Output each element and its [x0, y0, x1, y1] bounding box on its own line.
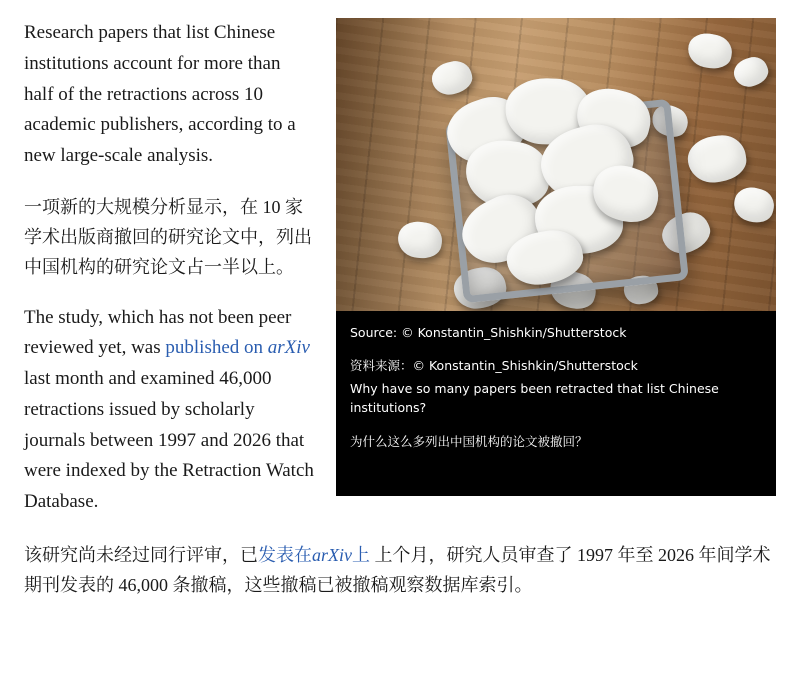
arxiv-link-zh[interactable]: [258, 545, 370, 565]
arxiv-link-zh-italic: arXiv: [312, 544, 352, 565]
figure-source-en: Source: © Konstantin_Shishkin/Shutterstock: [350, 325, 627, 340]
figure-question-block: [336, 380, 776, 496]
photo-shadow-overlay: [336, 18, 456, 311]
lede-paragraph-zh: 一项新的大规模分析显示，在 10 家学术出版商撤回的研究论文中，列出中国机构的研究论文占一半以上。: [24, 196, 312, 278]
figure-question-en: Why have so many papers been retracted that list Chinese institutions?: [350, 380, 719, 415]
arxiv-link-word-arxiv: arXiv: [267, 337, 310, 359]
study-paragraph-zh-wrapper: [24, 538, 776, 600]
study-zh-before-link: 该研究尚未经过同行评审，已: [24, 544, 258, 565]
article-content: [24, 18, 776, 610]
lede-paragraph-en: Research papers that list Chinese institutions account for more than half of the retractions across 10 academic publishers, according to a new large-scale analysis.: [24, 22, 296, 167]
arxiv-link-zh-suffix: 上: [352, 544, 370, 565]
arxiv-link-word-published: published: [165, 337, 240, 359]
study-zh-after-link: 上个月，研究人员审查了 1997 年至 2026 年间学术期刊发表的 46,000 条撤稿，这些撤稿已被撤稿观察数据库索引。: [24, 544, 771, 596]
arxiv-link-zh-text: 发表在: [258, 544, 312, 565]
study-text-after-link: last month and examined 46,000 retractions issued by scholarly journals between 1997 and 2026 that were indexed by the Retraction Watch Database.: [24, 368, 314, 513]
arxiv-link-word-on: on: [244, 337, 268, 359]
study-text-before-link: The study, which has not been peer reviewed yet, was: [24, 306, 292, 359]
article-figure: [336, 18, 776, 496]
wastebasket: [445, 99, 689, 304]
figure-source-caption: [336, 311, 776, 380]
arxiv-link[interactable]: [165, 337, 310, 358]
crumpled-paper-in-wastebasket-photo: [336, 18, 776, 311]
figure-source-zh: 资料来源：© Konstantin_Shishkin/Shutterstock: [350, 358, 638, 374]
study-paragraph-zh: [24, 540, 776, 600]
figure-question-zh: 为什么这么多列出中国机构的论文被撤回？: [350, 434, 588, 450]
